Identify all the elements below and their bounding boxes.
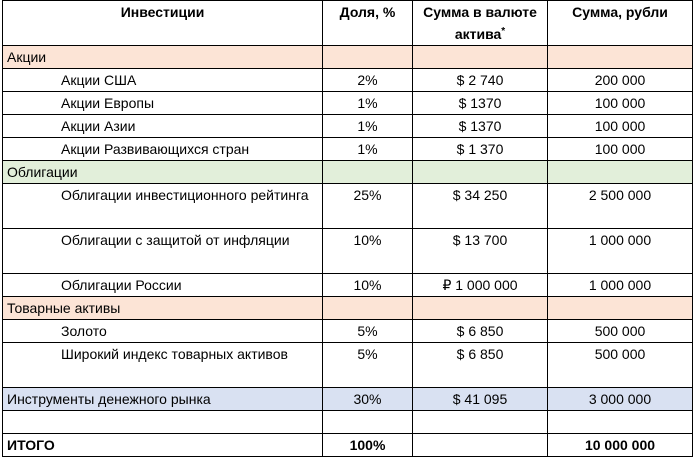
row-rub: 100 000 [548, 115, 693, 138]
investment-table [2, 0, 693, 457]
row-amount: $ 41 095 [413, 388, 548, 411]
row-name: Облигации инвестиционного рейтинга [3, 184, 323, 229]
row-amount: $ 1370 [413, 92, 548, 115]
row-rub: 100 000 [548, 138, 693, 161]
row-rub: 3 000 000 [548, 388, 693, 411]
table-row [3, 184, 693, 229]
row-name: Акции Европы [3, 92, 323, 115]
section-title: Акции [3, 46, 323, 69]
row-name: Облигации с защитой от инфляции [3, 229, 323, 274]
section-row-money-market [3, 388, 693, 411]
table-row [3, 320, 693, 343]
row-rub: 1 000 000 [548, 229, 693, 274]
row-rub: 100 000 [548, 92, 693, 115]
row-name: Акции Азии [3, 115, 323, 138]
header-share: Доля, % [323, 1, 413, 46]
table-row [3, 92, 693, 115]
header-amount-currency: Сумма в валюте актива* [413, 1, 548, 46]
row-rub: 2 500 000 [548, 184, 693, 229]
table-header-row [3, 1, 693, 46]
row-amount: $ 1370 [413, 115, 548, 138]
row-rub: 500 000 [548, 320, 693, 343]
total-share: 100% [323, 434, 413, 457]
row-share: 10% [323, 229, 413, 274]
row-amount: ₽ 1 000 000 [413, 274, 548, 297]
row-share: 5% [323, 320, 413, 343]
row-share: 1% [323, 92, 413, 115]
section-title: Облигации [3, 161, 323, 184]
empty-row [3, 411, 693, 434]
row-share: 10% [323, 274, 413, 297]
row-share: 5% [323, 343, 413, 388]
section-row-stocks [3, 46, 693, 69]
table-row [3, 274, 693, 297]
total-label: ИТОГО [3, 434, 323, 457]
row-rub: 500 000 [548, 343, 693, 388]
row-amount: $ 6 850 [413, 343, 548, 388]
row-share: 30% [323, 388, 413, 411]
total-row [3, 434, 693, 457]
section-row-commodities [3, 297, 693, 320]
row-amount: $ 13 700 [413, 229, 548, 274]
table-row [3, 229, 693, 274]
row-rub: 1 000 000 [548, 274, 693, 297]
table-row [3, 115, 693, 138]
total-amount [413, 434, 548, 457]
row-share: 1% [323, 115, 413, 138]
row-name: Широкий индекс товарных активов [3, 343, 323, 388]
total-rub: 10 000 000 [548, 434, 693, 457]
header-amount-rub: Сумма, рубли [548, 1, 693, 46]
row-name: Золото [3, 320, 323, 343]
row-amount: $ 34 250 [413, 184, 548, 229]
row-amount: $ 2 740 [413, 69, 548, 92]
row-name: Инструменты денежного рынка [3, 388, 323, 411]
row-name: Облигации России [3, 274, 323, 297]
row-share: 2% [323, 69, 413, 92]
footnote-mark: * [501, 26, 506, 37]
section-title: Товарные активы [3, 297, 323, 320]
table-row [3, 138, 693, 161]
row-name: Акции США [3, 69, 323, 92]
header-investments: Инвестиции [3, 1, 323, 46]
row-amount: $ 1 370 [413, 138, 548, 161]
row-share: 1% [323, 138, 413, 161]
row-rub: 200 000 [548, 69, 693, 92]
row-share: 25% [323, 184, 413, 229]
table-row [3, 69, 693, 92]
row-amount: $ 6 850 [413, 320, 548, 343]
table-row [3, 343, 693, 388]
section-row-bonds [3, 161, 693, 184]
row-name: Акции Развивающихся стран [3, 138, 323, 161]
